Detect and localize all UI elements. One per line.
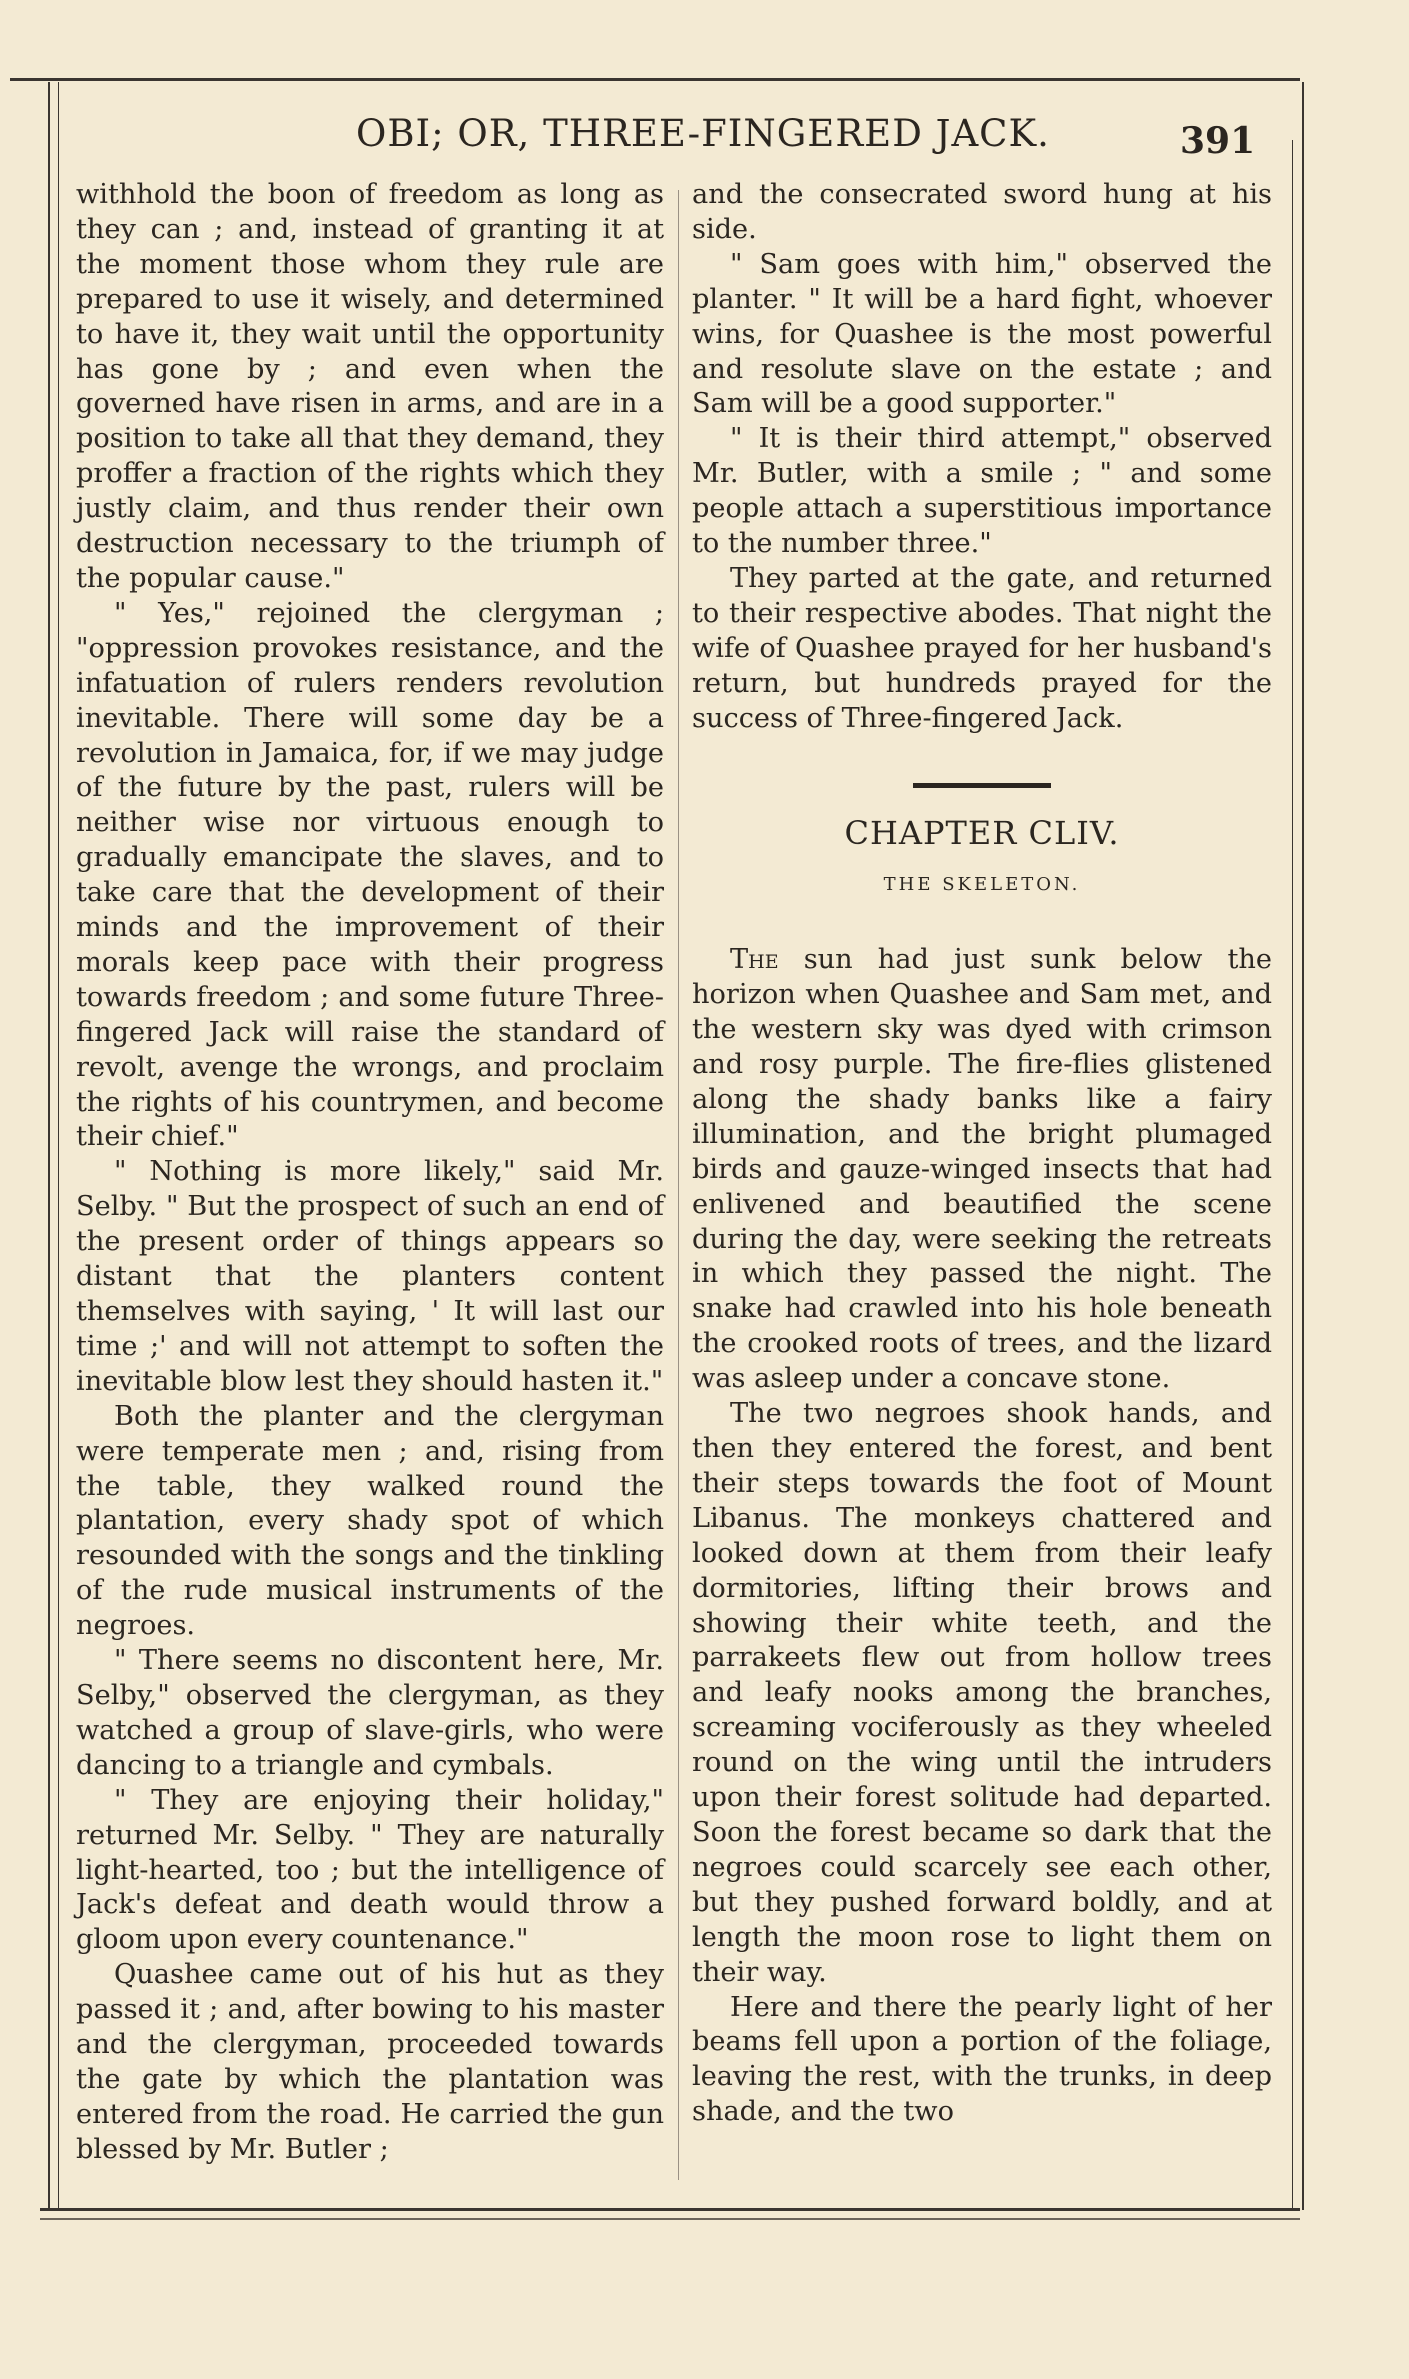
paragraph: " It is their third attempt," observed Mr. Butler, with a smile ; " and some people attach a superstitious importance to the number three." xyxy=(692,423,1272,560)
paragraph: Quashee came out of his hut as they passed it ; and, after bowing to his master and the clergyman, proceeded towards the gate by which the plantation was entered from the road. He carried the gun blessed by Mr. Butler ; xyxy=(76,1959,664,2165)
paragraph: " They are enjoying their holiday," returned Mr. Selby. " They are naturally light-hearted, too ; but the intelligence of Jack's defeat and death would throw a gloom upon every countenance." xyxy=(76,1784,664,1956)
paragraph: They parted at the gate, and returned to their respective abodes. That night the wife of Quashee prayed for her husband's return, but hundreds prayed for the success of Three-fingered Jack. xyxy=(692,562,1272,734)
right-border-rule-inner xyxy=(1292,140,1293,2210)
page-header xyxy=(340,112,1300,172)
paragraph: Both the planter and the clergyman were temperate men ; and, rising from the table, they walked round the plantation, every shady spot of which resounded with the songs and the tinkling of the rude musical instruments of the negroes. xyxy=(76,1400,664,1642)
top-rule xyxy=(10,78,1300,81)
running-title: OBI; OR, THREE-FINGERED JACK. xyxy=(356,112,1050,155)
bottom-rule xyxy=(40,2208,1300,2211)
chapter-opening-text: sun had just sunk below the horizon when Quashee and Sam met, and the western sky was dyed with crimson and rosy purple. The fire-flies glistened along the shady banks like a fairy illumination, and the bright plumaged birds and gauze-winged insects that had enlivened and beautified the scene during the day, were seeking the retreats in which they passed the night. The snake had crawled into his hole beneath the crooked roots of trees, and the lizard was asleep under a concave stone. xyxy=(692,944,1272,1395)
paragraph: " Yes," rejoined the clergyman ; "oppression provokes resistance, and the infatuation of rulers renders revolution inevitable. There will some day be a revolution in Jamaica, for, if we may judge of the future by the past, rulers will be neither wise nor virtuous enough to gradually emancipate the slaves, and to take care that the development of their minds and the improvement of their morals keep pace with their progress towards freedom ; and some future Three-fingered Jack will raise the standard of revolt, avenge the wrongs, and proclaim the rights of his countrymen, and become their chief." xyxy=(76,597,664,1153)
chapter-subtitle: THE SKELETON. xyxy=(883,874,1081,896)
paragraph: and the consecrated sword hung at his side. xyxy=(692,179,1272,245)
right-border-rule xyxy=(1302,82,1304,2210)
left-column xyxy=(76,178,664,2168)
chapter-title: CHAPTER CLIV. xyxy=(844,813,1120,852)
paragraph: " Sam goes with him," observed the planter. " It will be a hard fight, whoever wins, for Quashee is the most powerful and resolute slave on the estate ; and Sam will be a good supporter." xyxy=(692,248,1272,420)
left-border-rule-inner xyxy=(58,82,59,2210)
column-divider-rule xyxy=(678,190,679,2180)
section-divider xyxy=(913,783,1051,788)
page-number: 391 xyxy=(1180,120,1256,162)
paragraph: Here and there the pearly light of her beams fell upon a portion of the foliage, leaving the rest, with the trunks, in deep shade, and the two xyxy=(692,1991,1272,2128)
paragraph: " There seems no discontent here, Mr. Selby," observed the clergyman, as they watched a group of slave-girls, who were dancing to a triangle and cymbals. xyxy=(76,1645,664,1781)
paragraph: withhold the boon of freedom as long as they can ; and, instead of granting it at the moment those whom they rule are prepared to use it wisely, and determined to have it, they wait until the opportunity has gone by ; and even when the governed have risen in arms, and are in a position to take all that they demand, they proffer a fraction of the rights which they justly claim, and thus render their own destruction necessary to the triumph of the popular cause." xyxy=(76,179,664,594)
chapter-opening-word: The xyxy=(730,944,779,976)
right-column xyxy=(692,178,1272,2130)
bottom-rule-secondary xyxy=(40,2218,1300,2220)
chapter-opening-paragraph xyxy=(692,943,1272,1397)
paragraph: The two negroes shook hands, and then they entered the forest, and bent their steps towards the foot of Mount Libanus. The monkeys chattered and looked down at them from their leafy dormitories, lifting their brows and showing their white teeth, and the parrakeets flew out from hollow trees and leafy nooks among the branches, screaming vociferously as they wheeled round on the wing until the intruders upon their forest solitude had departed. Soon the forest became so dark that the negroes could scarcely see each other, but they pushed forward boldly, and at length the moon rose to light them on their way. xyxy=(692,1398,1272,1988)
left-border-rule xyxy=(48,82,50,2210)
paragraph: " Nothing is more likely," said Mr. Selby. " But the prospect of such an end of the present order of things appears so distant that the planters content themselves with saying, ' It will last our time ;' and will not attempt to soften the inevitable blow lest they should hasten it." xyxy=(76,1156,664,1397)
